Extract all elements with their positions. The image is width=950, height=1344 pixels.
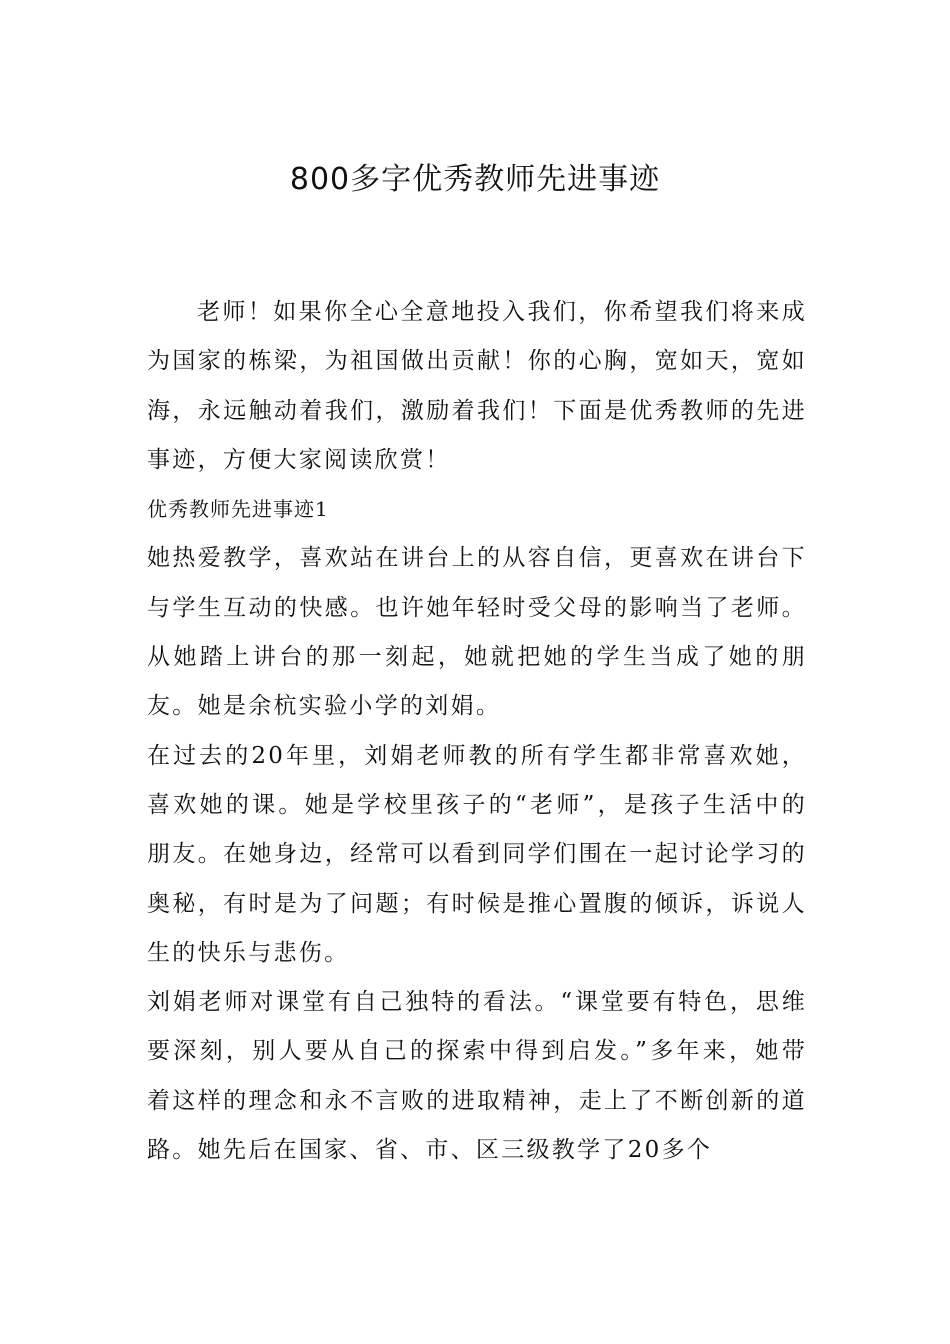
section-heading: 优秀教师先进事迹1 bbox=[147, 497, 329, 522]
body-paragraph: 刘娟老师对课堂有自己独特的看法。“课堂要有特色，思维要深刻，别人要从自己的探索中得到启发。”多年来，她带着这样的理念和永不言败的进取精神，走上了不断创新的道路。她先后在国家、省、市、区三级教学了20多个 bbox=[147, 989, 807, 1164]
body-paragraph: 她热爱教学，喜欢站在讲台上的从容自信，更喜欢在讲台下与学生互动的快感。也许她年轻时受父母的影响当了老师。从她踏上讲台的那一刻起，她就把她的学生当成了她的朋友。她是余杭实验小学的刘娟。 bbox=[147, 545, 807, 720]
body-paragraph: 在过去的20年里，刘娟老师教的所有学生都非常喜欢她，喜欢她的课。她是学校里孩子的“老师”，是孩子生活中的朋友。在她身边，经常可以看到同学们围在一起讨论学习的奥秘，有时是为了问题；有时候是推心置腹的倾诉，诉说人生的快乐与悲伤。 bbox=[147, 742, 807, 966]
document-body bbox=[147, 288, 807, 1175]
intro-paragraph: 老师！如果你全心全意地投入我们，你希望我们将来成为国家的栋梁，为祖国做出贡献！你的心胸，宽如天，宽如海，永远触动着我们，激励着我们！下面是优秀教师的先进事迹，方便大家阅读欣赏！ bbox=[147, 299, 807, 473]
document-title: 800多字优秀教师先进事迹 bbox=[289, 162, 661, 197]
